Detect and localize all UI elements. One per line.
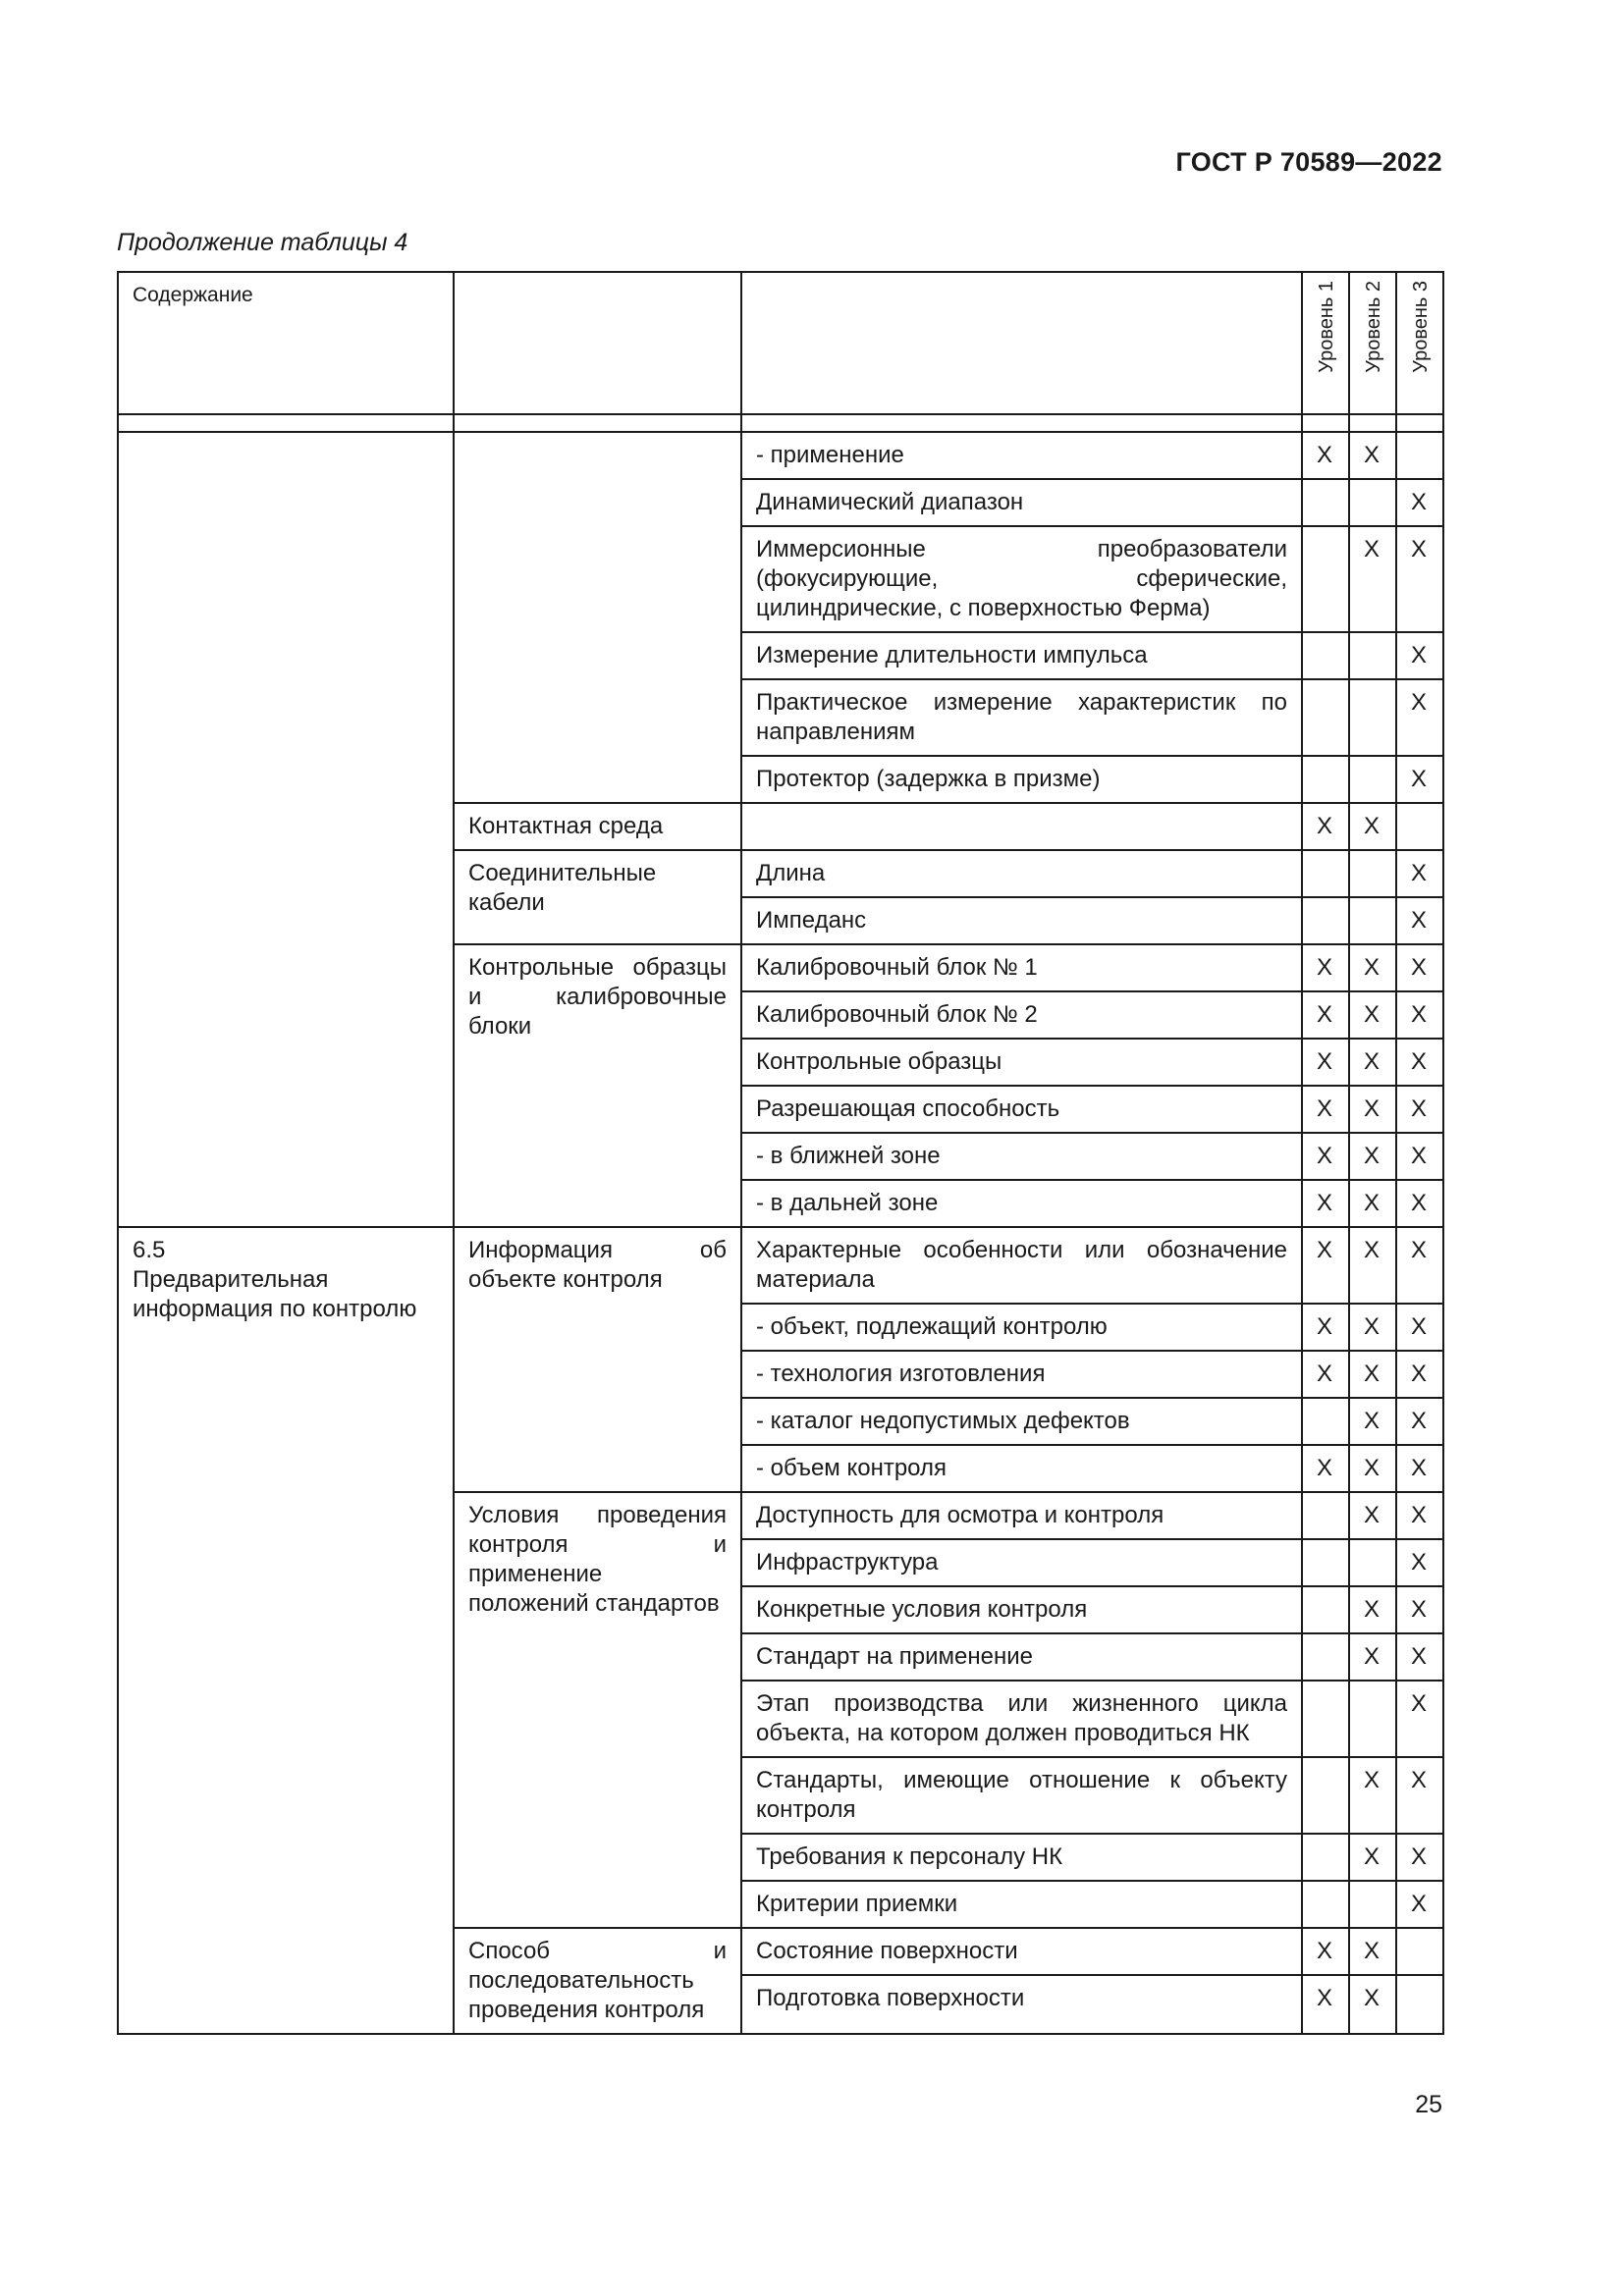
item-text: Динамический диапазон (741, 479, 1302, 526)
level-2-mark (1349, 1539, 1396, 1586)
level-2-mark: X (1349, 1133, 1396, 1180)
level-3-mark: X (1396, 1227, 1443, 1304)
item-text: - технология изготовления (741, 1351, 1302, 1398)
level-2-mark (1349, 1681, 1396, 1757)
item-text: Измерение длительности импульса (741, 632, 1302, 679)
item-text (741, 803, 1302, 850)
level-2-mark: X (1349, 432, 1396, 479)
level-3-mark: X (1396, 632, 1443, 679)
level-1-mark: X (1302, 1039, 1349, 1086)
level-2-mark (1349, 897, 1396, 944)
item-text: Иммерсионные преобразователи (фокусирующие, сферические, цилиндрические, с поверхностью Ферма) (741, 526, 1302, 632)
level-3-mark: X (1396, 1039, 1443, 1086)
level-1-mark (1302, 1757, 1349, 1834)
level-2-mark: X (1349, 1304, 1396, 1351)
group-cell-empty (454, 432, 741, 803)
level-3-mark: X (1396, 1492, 1443, 1539)
level-1-mark (1302, 1633, 1349, 1681)
item-text: Протектор (задержка в призме) (741, 756, 1302, 803)
level-1-mark: X (1302, 1445, 1349, 1492)
item-text: Критерии приемки (741, 1881, 1302, 1928)
level-2-mark: X (1349, 1180, 1396, 1227)
level-2-mark (1349, 756, 1396, 803)
level-3-mark: X (1396, 850, 1443, 897)
item-text: Контрольные образцы (741, 1039, 1302, 1086)
level-3-mark: X (1396, 1398, 1443, 1445)
level-2-mark: X (1349, 1586, 1396, 1633)
level-3-mark: X (1396, 679, 1443, 756)
level-3-mark: X (1396, 1304, 1443, 1351)
level-3-mark (1396, 1975, 1443, 2034)
item-text: Конкретные условия контроля (741, 1586, 1302, 1633)
group-calibration-blocks: Контрольные образцы и калибровочные блоки (454, 944, 741, 1227)
item-text: - каталог недопустимых дефектов (741, 1398, 1302, 1445)
item-text: - объем контроля (741, 1445, 1302, 1492)
item-text: Состояние поверхности (741, 1928, 1302, 1975)
level-1-mark: X (1302, 1086, 1349, 1133)
level-2-mark: X (1349, 1445, 1396, 1492)
item-text: Импеданс (741, 897, 1302, 944)
header-level-2 (1349, 272, 1396, 414)
item-text: - объект, подлежащий контролю (741, 1304, 1302, 1351)
level-1-mark (1302, 897, 1349, 944)
table-header-row (118, 272, 1443, 414)
level-1-mark: X (1302, 803, 1349, 850)
level-3-mark: X (1396, 1086, 1443, 1133)
item-text: Длина (741, 850, 1302, 897)
level-3-mark: X (1396, 526, 1443, 632)
level-3-mark: X (1396, 1180, 1443, 1227)
level-1-mark (1302, 1539, 1349, 1586)
level-3-mark: X (1396, 1133, 1443, 1180)
item-text: Калибровочный блок № 2 (741, 991, 1302, 1039)
level-2-mark: X (1349, 1086, 1396, 1133)
section-6-5-title: Предварительная информация по контролю (133, 1266, 417, 1322)
level-1-mark: X (1302, 1133, 1349, 1180)
requirements-table (117, 271, 1444, 2035)
section-6-5-number: 6.5 (133, 1237, 166, 1263)
group-contact-medium: Контактная среда (454, 803, 741, 850)
level-2-mark: X (1349, 1633, 1396, 1681)
level-3-mark: X (1396, 1351, 1443, 1398)
page-number: 25 (1415, 2091, 1442, 2118)
level-3-mark: X (1396, 479, 1443, 526)
level-2-mark (1349, 479, 1396, 526)
item-text: Инфраструктура (741, 1539, 1302, 1586)
level-1-mark: X (1302, 991, 1349, 1039)
level-2-mark: X (1349, 1227, 1396, 1304)
level-2-mark: X (1349, 1039, 1396, 1086)
level-2-mark: X (1349, 1975, 1396, 2034)
level-2-mark: X (1349, 1834, 1396, 1881)
level-3-mark (1396, 1928, 1443, 1975)
header-level-1 (1302, 272, 1349, 414)
item-text: - применение (741, 432, 1302, 479)
level-1-mark (1302, 1586, 1349, 1633)
level-3-mark: X (1396, 944, 1443, 991)
item-text: - в ближней зоне (741, 1133, 1302, 1180)
section-6-5 (118, 1227, 454, 2034)
header-separator (118, 414, 1443, 432)
level-2-mark (1349, 632, 1396, 679)
level-1-mark: X (1302, 1975, 1349, 2034)
level-3-mark (1396, 432, 1443, 479)
level-2-mark: X (1349, 1928, 1396, 1975)
header-level-3-label: Уровень 3 (1410, 281, 1432, 373)
level-2-mark: X (1349, 944, 1396, 991)
table-row (118, 432, 1443, 479)
item-text: Подготовка поверхности (741, 1975, 1302, 2034)
level-1-mark: X (1302, 432, 1349, 479)
level-1-mark: X (1302, 1227, 1349, 1304)
level-1-mark: X (1302, 1928, 1349, 1975)
header-empty (454, 272, 741, 414)
level-2-mark: X (1349, 1351, 1396, 1398)
table-row (118, 1227, 1443, 1304)
level-3-mark: X (1396, 1633, 1443, 1681)
header-level-2-label: Уровень 2 (1363, 281, 1384, 373)
document-code: ГОСТ Р 70589—2022 (1175, 147, 1442, 177)
level-1-mark (1302, 1398, 1349, 1445)
header-empty (741, 272, 1302, 414)
level-1-mark (1302, 1834, 1349, 1881)
level-2-mark (1349, 1881, 1396, 1928)
header-content: Содержание (118, 272, 454, 414)
level-2-mark: X (1349, 1398, 1396, 1445)
level-1-mark (1302, 850, 1349, 897)
header-level-3 (1396, 272, 1443, 414)
item-text: Стандарт на применение (741, 1633, 1302, 1681)
level-3-mark: X (1396, 1681, 1443, 1757)
level-1-mark (1302, 1681, 1349, 1757)
level-3-mark: X (1396, 1881, 1443, 1928)
level-3-mark: X (1396, 1757, 1443, 1834)
item-text: Характерные особенности или обозначение материала (741, 1227, 1302, 1304)
item-text: Требования к персоналу НК (741, 1834, 1302, 1881)
item-text: Разрешающая способность (741, 1086, 1302, 1133)
level-1-mark (1302, 679, 1349, 756)
level-1-mark (1302, 632, 1349, 679)
level-3-mark: X (1396, 756, 1443, 803)
level-2-mark: X (1349, 526, 1396, 632)
item-text: Доступность для осмотра и контроля (741, 1492, 1302, 1539)
level-1-mark (1302, 479, 1349, 526)
level-1-mark: X (1302, 1180, 1349, 1227)
level-3-mark: X (1396, 991, 1443, 1039)
level-3-mark: X (1396, 897, 1443, 944)
group-method: Способ и последовательность проведения контроля (454, 1928, 741, 2034)
level-1-mark: X (1302, 944, 1349, 991)
level-1-mark: X (1302, 1351, 1349, 1398)
level-1-mark (1302, 1881, 1349, 1928)
level-2-mark: X (1349, 1757, 1396, 1834)
level-2-mark: X (1349, 803, 1396, 850)
level-2-mark: X (1349, 991, 1396, 1039)
level-3-mark: X (1396, 1445, 1443, 1492)
level-3-mark: X (1396, 1539, 1443, 1586)
level-1-mark (1302, 756, 1349, 803)
level-3-mark (1396, 803, 1443, 850)
level-2-mark (1349, 679, 1396, 756)
item-text: Практическое измерение характеристик по направлениям (741, 679, 1302, 756)
level-1-mark (1302, 526, 1349, 632)
item-text: Калибровочный блок № 1 (741, 944, 1302, 991)
group-conditions: Условия проведения контроля и применение положений стандартов (454, 1492, 741, 1928)
item-text: - в дальней зоне (741, 1180, 1302, 1227)
level-3-mark: X (1396, 1834, 1443, 1881)
group-cables: Соединительные кабели (454, 850, 741, 944)
header-level-1-label: Уровень 1 (1316, 281, 1337, 373)
level-3-mark: X (1396, 1586, 1443, 1633)
item-text: Стандарты, имеющие отношение к объекту контроля (741, 1757, 1302, 1834)
level-2-mark (1349, 850, 1396, 897)
group-object-info: Информация об объекте контроля (454, 1227, 741, 1492)
level-1-mark: X (1302, 1304, 1349, 1351)
item-text: Этап производства или жизненного цикла объекта, на котором должен проводиться НК (741, 1681, 1302, 1757)
level-2-mark: X (1349, 1492, 1396, 1539)
table-continuation-label: Продолжение таблицы 4 (117, 229, 408, 256)
level-1-mark (1302, 1492, 1349, 1539)
content-cell-empty (118, 432, 454, 1227)
